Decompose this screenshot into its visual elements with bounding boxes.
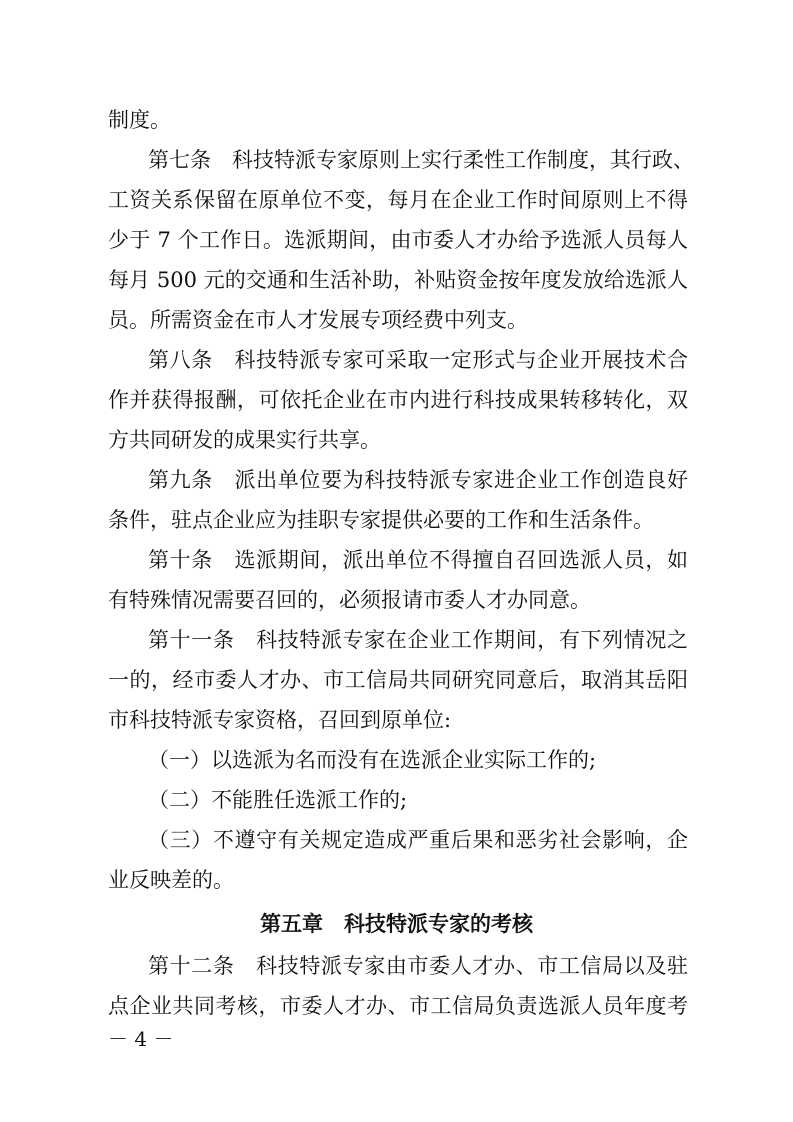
list-item: （一）以选派为名而没有在选派企业实际工作的; (148, 748, 597, 772)
paragraph-line: 方共同研发的成果实行共享。 (108, 428, 381, 452)
chapter-heading: 第五章 科技特派专家的考核 (260, 912, 533, 936)
paragraph-line: 员。所需资金在市人才发展专项经费中列支。 (108, 308, 528, 332)
paragraph-line: 第七条 科技特派专家原则上实行柔性工作制度，其行政、 (148, 148, 694, 172)
paragraph-line: 点企业共同考核，市委人才办、市工信局负责选派人员年度考 (108, 994, 688, 1018)
page-number: － 4 － (108, 1027, 174, 1051)
paragraph-line: 工资关系保留在原单位不变，每月在企业工作时间原则上不得 (108, 188, 688, 212)
paragraph-line: 业反映差的。 (108, 868, 234, 892)
list-item: （三）不遵守有关规定造成严重后果和恶劣社会影响，企 (148, 828, 688, 852)
paragraph-line: 制度。 (108, 108, 171, 132)
paragraph-line: 第九条 派出单位要为科技特派专家进企业工作创造良好 (148, 468, 688, 492)
paragraph-line: 一的，经市委人才办、市工信局共同研究同意后，取消其岳阳 (108, 668, 688, 692)
paragraph-line: 作并获得报酬，可依托企业在市内进行科技成果转移转化，双 (108, 388, 688, 412)
paragraph-line: 第十一条 科技特派专家在企业工作期间，有下列情况之 (148, 628, 688, 652)
paragraph-line: 第十条 选派期间，派出单位不得擅自召回选派人员，如 (148, 548, 688, 572)
paragraph-line: 第八条 科技特派专家可采取一定形式与企业开展技术合 (148, 348, 688, 372)
paragraph-line: 每月 500 元的交通和生活补助，补贴资金按年度发放给选派人 (108, 268, 688, 292)
paragraph-line: 市科技特派专家资格，召回到原单位: (108, 708, 452, 732)
paragraph-line: 第十二条 科技特派专家由市委人才办、市工信局以及驻 (148, 954, 688, 978)
paragraph-line: 有特殊情况需要召回的，必须报请市委人才办同意。 (108, 588, 591, 612)
paragraph-line: 条件，驻点企业应为挂职专家提供必要的工作和生活条件。 (108, 508, 654, 532)
paragraph-line: 少于 7 个工作日。选派期间，由市委人才办给予选派人员每人 (108, 228, 688, 252)
list-item: （二）不能胜任选派工作的; (148, 788, 408, 812)
